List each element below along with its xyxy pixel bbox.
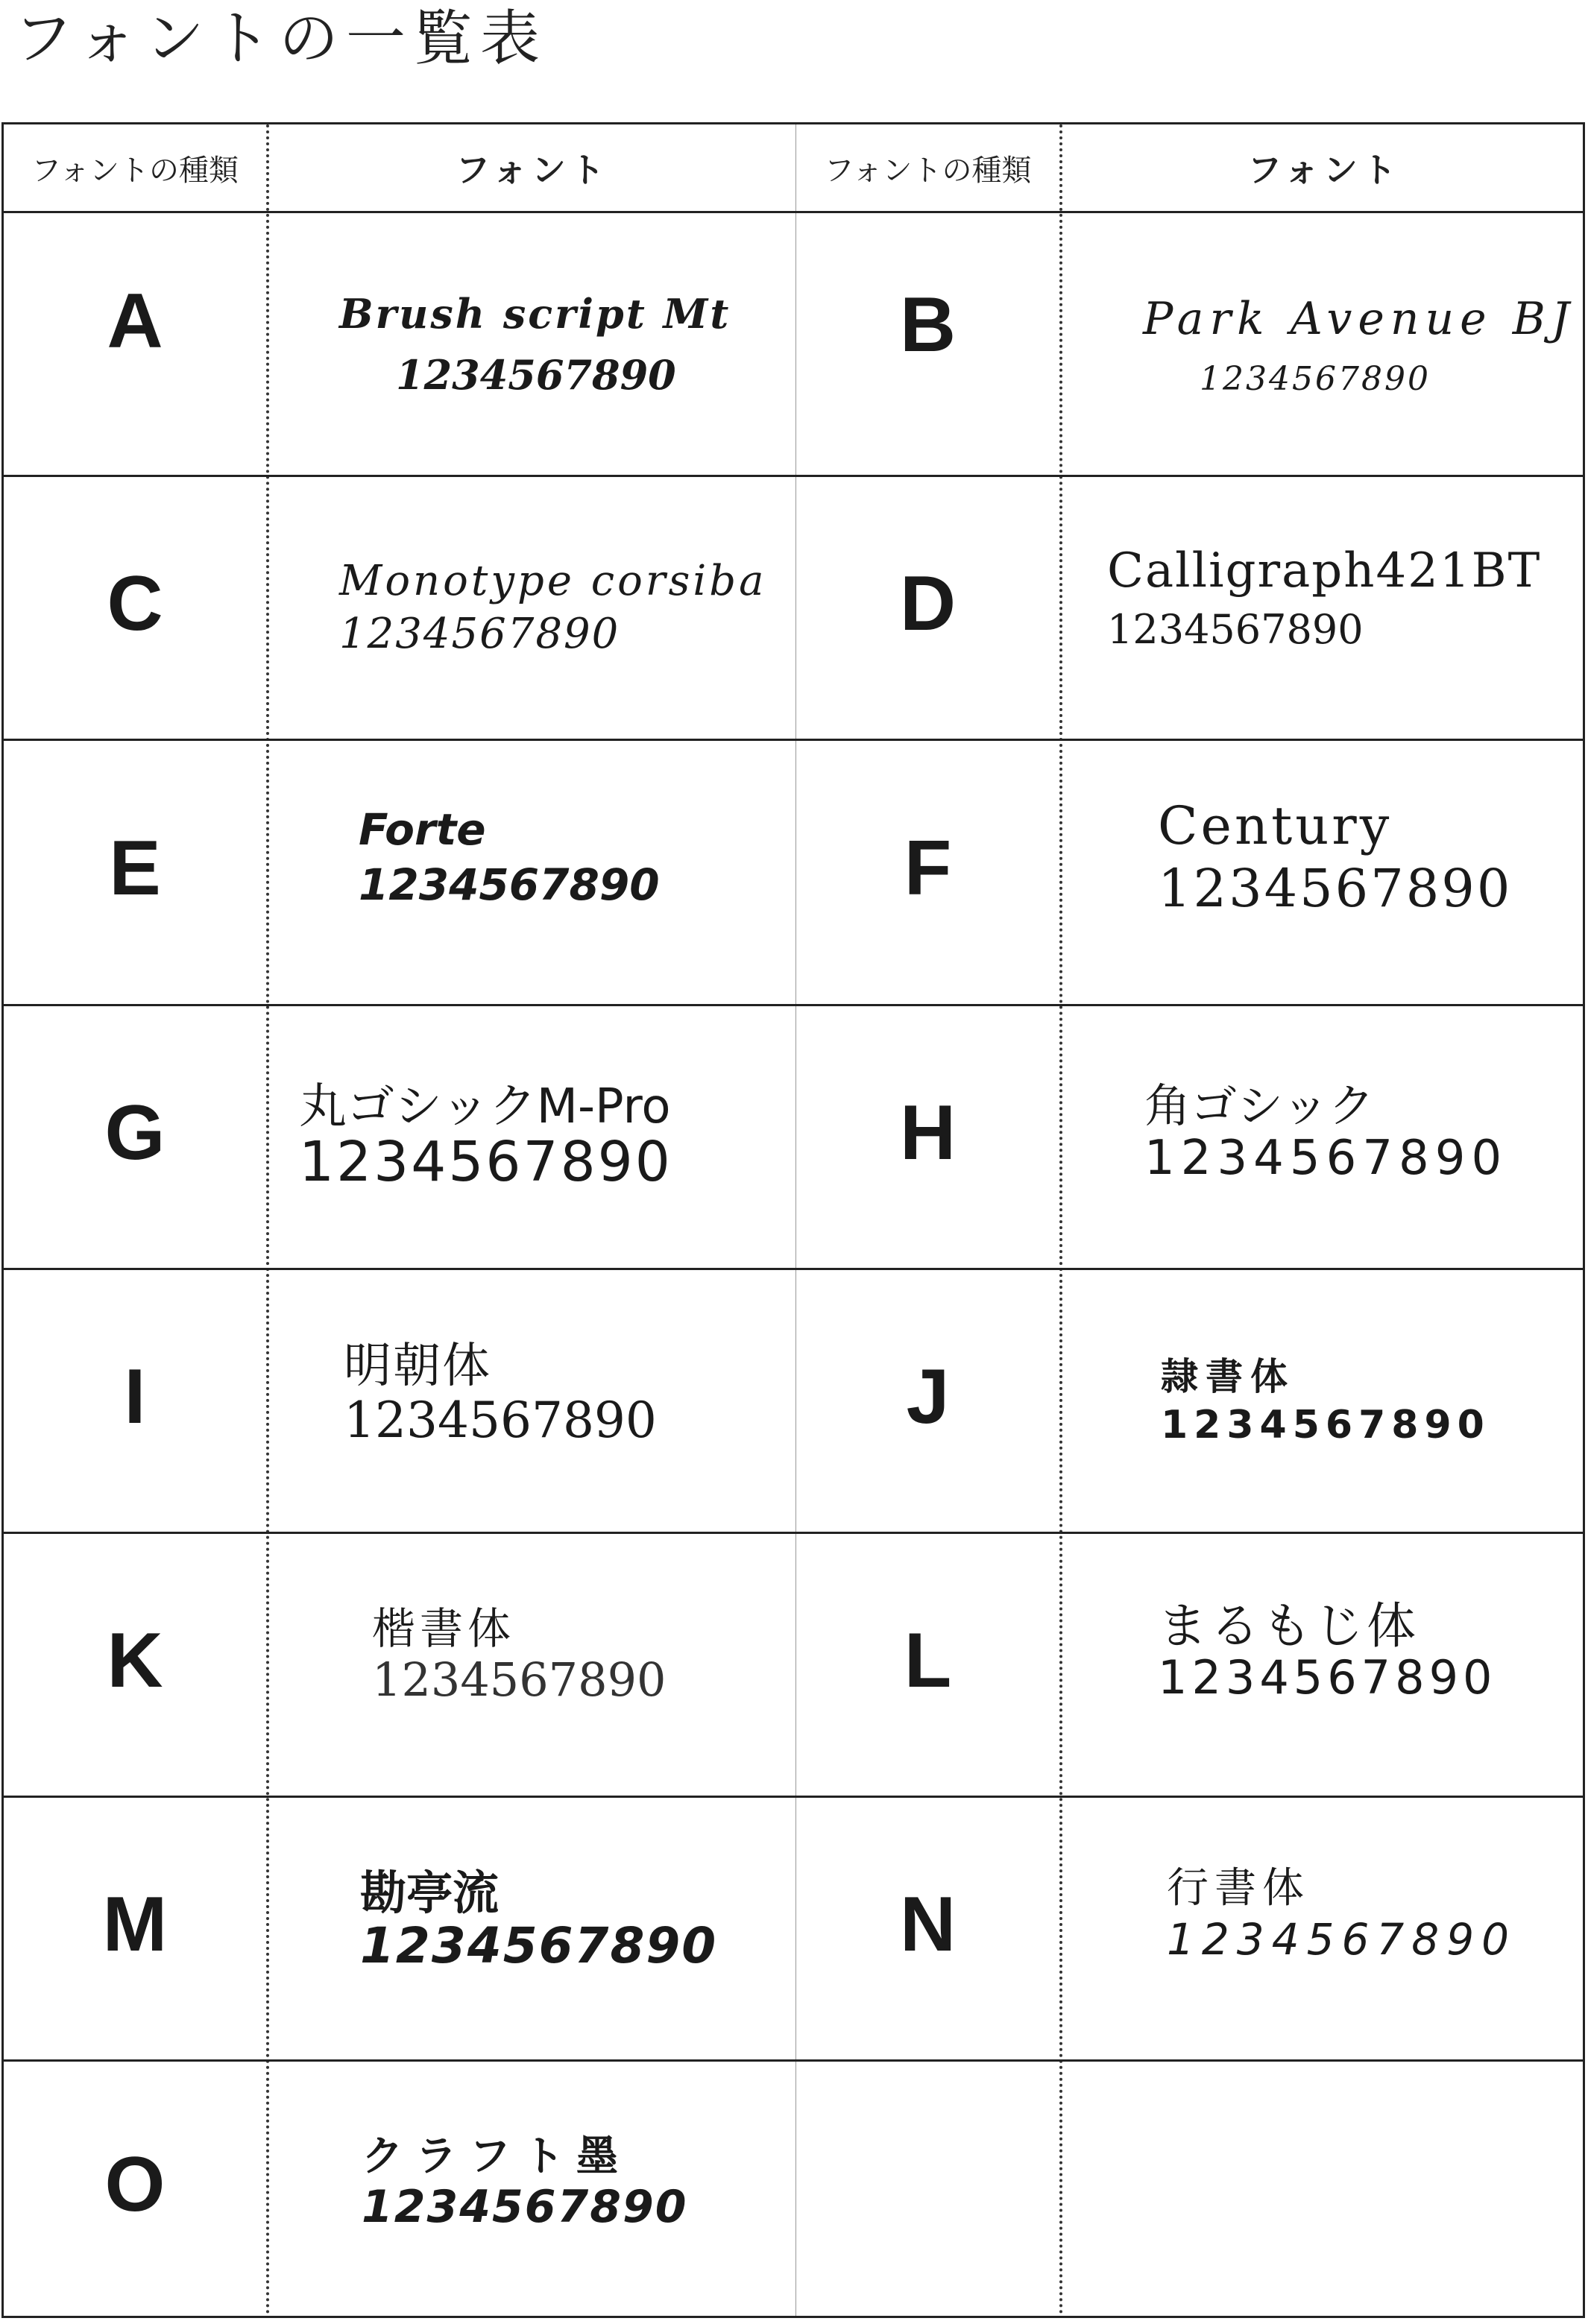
font-sample-H xyxy=(1144,1080,1507,1184)
font-digits: 1234567890 xyxy=(1158,858,1513,919)
font-letter-A: A xyxy=(107,278,163,364)
font-sample-J xyxy=(1161,1354,1490,1451)
font-sample-O xyxy=(362,2132,687,2232)
font-letter-B: B xyxy=(899,282,957,368)
font-name: 勘亭流 xyxy=(360,1866,500,1920)
font-sample-E xyxy=(359,804,660,910)
font-name: 丸ゴシックM-Pro xyxy=(299,1079,671,1134)
font-letter-G: G xyxy=(104,1090,166,1176)
font-name: Century xyxy=(1158,795,1393,856)
font-digits: 1234567890 xyxy=(359,859,660,910)
font-name: Brush script Mt xyxy=(339,290,731,338)
font-digits: 1234567890 xyxy=(1107,606,1364,653)
font-digits: 1234567890 xyxy=(1161,1403,1490,1447)
font-sample-L xyxy=(1158,1597,1497,1705)
font-letter-I: I xyxy=(124,1354,146,1440)
font-letter-H: H xyxy=(899,1090,957,1176)
font-sample-A xyxy=(339,290,731,399)
font-name: Park Avenue BJ xyxy=(1143,293,1575,345)
font-name: 明朝体 xyxy=(344,1339,491,1394)
font-sample-B xyxy=(1143,293,1575,398)
font-sample-C xyxy=(339,557,767,658)
font-table xyxy=(1,122,1585,2318)
font-digits: 1234567890 xyxy=(344,1392,657,1449)
font-digits: 1234567890 xyxy=(1200,360,1431,398)
font-letter-J: J xyxy=(906,1354,950,1440)
header-font-type: フォントの種類 xyxy=(31,153,239,188)
font-letter-D: D xyxy=(899,561,957,647)
font-letter-O: O xyxy=(104,2141,166,2228)
font-sample-F xyxy=(1158,795,1512,919)
font-name: Forte xyxy=(359,804,486,855)
font-name: まるもじ体 xyxy=(1158,1597,1419,1655)
font-sample-K xyxy=(372,1603,666,1706)
font-letter-C: C xyxy=(107,561,163,647)
font-name: Calligraph421BT xyxy=(1107,543,1542,599)
font-digits: 1234567890 xyxy=(1144,1131,1508,1186)
font-sample-D xyxy=(1107,543,1541,653)
font-digits: 1234567890 xyxy=(1167,1914,1517,1965)
font-letter-F: F xyxy=(904,825,952,912)
column-divider-dotted xyxy=(266,124,269,2316)
font-digits: 1234567890 xyxy=(372,1652,667,1707)
font-letter-N: N xyxy=(899,1881,957,1968)
font-letter-L: L xyxy=(904,1617,952,1704)
header-font: フォント xyxy=(456,150,609,190)
font-name: 角ゴシック xyxy=(1144,1079,1375,1133)
header-font: フォント xyxy=(1247,150,1401,190)
font-sample-M xyxy=(360,1867,717,1973)
font-sample-G xyxy=(299,1079,672,1194)
font-digits: 1234567890 xyxy=(396,351,676,399)
header-font-type: フォントの種類 xyxy=(824,153,1032,188)
page-title: フォントの一覧表 xyxy=(13,4,547,73)
font-name: 行書体 xyxy=(1167,1864,1310,1913)
font-name: Monotype corsiba xyxy=(339,557,767,605)
font-digits: 1234567890 xyxy=(362,2181,688,2233)
font-digits: 1234567890 xyxy=(339,610,620,658)
font-sample-I xyxy=(344,1339,657,1448)
font-letter-E: E xyxy=(109,825,161,912)
column-divider-dotted xyxy=(1059,124,1062,2316)
font-digits: 1234567890 xyxy=(1158,1650,1497,1705)
font-digits: 1234567890 xyxy=(299,1130,672,1194)
font-digits: 1234567890 xyxy=(360,1917,718,1974)
font-letter-M: M xyxy=(102,1881,168,1968)
font-sample-N xyxy=(1167,1864,1516,1965)
font-name: クラフト墨 xyxy=(362,2132,630,2181)
font-letter-K: K xyxy=(107,1617,163,1704)
font-name: 隷書体 xyxy=(1161,1355,1295,1398)
font-name: 楷書体 xyxy=(372,1603,516,1654)
